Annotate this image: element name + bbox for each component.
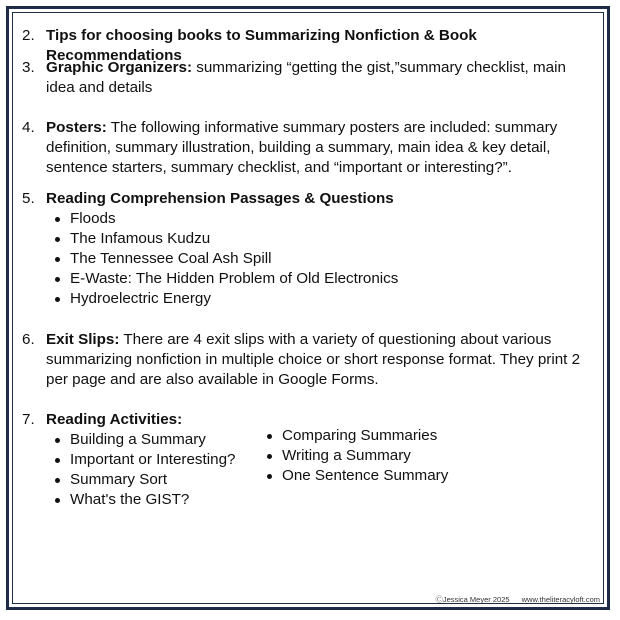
list-item bbox=[258, 426, 518, 446]
list-item-graphic-organizers bbox=[22, 58, 597, 98]
bullet-icon bbox=[55, 237, 60, 242]
list-item bbox=[46, 229, 597, 249]
bullet-icon bbox=[55, 217, 60, 222]
list-item-reading-passages bbox=[22, 189, 597, 309]
bullet-icon bbox=[55, 257, 60, 262]
item-heading: Tips for choosing books to Summarizing Nonfiction & Book Recommendations bbox=[46, 27, 477, 64]
item-heading: Reading Activities: bbox=[46, 411, 183, 428]
bullet-icon bbox=[55, 297, 60, 302]
activity-title: Summary Sort bbox=[70, 471, 168, 488]
item-heading: Posters: bbox=[46, 119, 107, 136]
item-number: 3. bbox=[22, 59, 35, 76]
item-text: The following informative summary posters are included: summary definition, summary illustration, building a summary, main idea & key detail, sentence starters, summary checklist, and “important or interesting?”. bbox=[46, 119, 558, 176]
item-text: There are 4 exit slips with a variety of questioning about various summarizing nonfiction in multiple choice or short response format. They print 2 per page and are also available in Google Forms. bbox=[46, 331, 581, 388]
list-item bbox=[46, 289, 597, 309]
activities-left-column bbox=[46, 430, 266, 510]
bullet-icon bbox=[267, 454, 272, 459]
list-item-posters bbox=[22, 118, 597, 178]
item-number: 6. bbox=[22, 331, 35, 348]
item-text: summarizing “getting the gist,”summary checklist, main idea and details bbox=[46, 59, 566, 96]
item-heading: Exit Slips: bbox=[46, 331, 120, 348]
website-link[interactable]: www.theliteracyloft.com bbox=[521, 595, 600, 604]
passage-title: Floods bbox=[70, 210, 116, 227]
list-item bbox=[46, 269, 597, 289]
passage-title: The Infamous Kudzu bbox=[70, 230, 211, 247]
activity-title: Writing a Summary bbox=[282, 447, 411, 464]
footer bbox=[425, 594, 600, 605]
item-number: 2. bbox=[22, 27, 35, 44]
bullet-icon bbox=[55, 498, 60, 503]
list-item bbox=[46, 209, 597, 229]
item-number: 4. bbox=[22, 119, 35, 136]
bullet-icon bbox=[55, 478, 60, 483]
activity-title: Important or Interesting? bbox=[70, 451, 236, 468]
bullet-icon bbox=[55, 277, 60, 282]
list-item bbox=[46, 249, 597, 269]
list-item bbox=[46, 430, 266, 450]
passage-title: Hydroelectric Energy bbox=[70, 290, 211, 307]
item-number: 7. bbox=[22, 411, 35, 428]
activity-title: One Sentence Summary bbox=[282, 467, 449, 484]
bullet-icon bbox=[55, 458, 60, 463]
list-item bbox=[46, 490, 266, 510]
copyright-text: ⒸJessica Meyer 2025 bbox=[435, 595, 510, 604]
activity-title: Building a Summary bbox=[70, 431, 206, 448]
list-item bbox=[258, 466, 518, 486]
bullet-icon bbox=[267, 434, 272, 439]
activity-title: Comparing Summaries bbox=[282, 427, 438, 444]
passage-title: The Tennessee Coal Ash Spill bbox=[70, 250, 272, 267]
bullet-icon bbox=[55, 438, 60, 443]
activities-right-column bbox=[258, 426, 518, 486]
list-item bbox=[46, 470, 266, 490]
activity-title: What's the GIST? bbox=[70, 491, 190, 508]
passage-title: E-Waste: The Hidden Problem of Old Electronics bbox=[70, 270, 399, 287]
item-heading: Graphic Organizers: bbox=[46, 59, 193, 76]
list-item bbox=[46, 450, 266, 470]
passage-list bbox=[46, 209, 597, 309]
list-item bbox=[258, 446, 518, 466]
bullet-icon bbox=[267, 474, 272, 479]
item-number: 5. bbox=[22, 190, 35, 207]
item-heading: Reading Comprehension Passages & Questions bbox=[46, 190, 394, 207]
list-item-exit-slips bbox=[22, 330, 597, 390]
